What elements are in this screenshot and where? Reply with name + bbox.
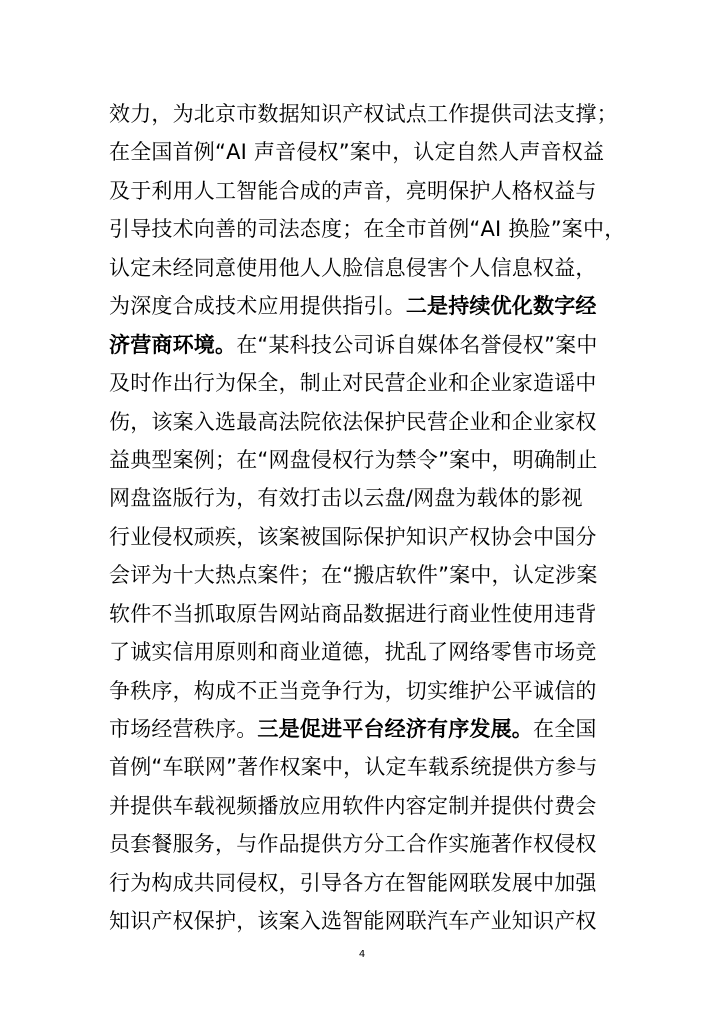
text-line bbox=[109, 287, 639, 325]
text-line bbox=[109, 95, 639, 133]
text-segment: 及时作出行为保全，制止对民营企业和企业家造谣中 bbox=[109, 371, 597, 396]
bold-heading-text: 二是持续优化数字经 bbox=[405, 294, 597, 319]
text-segment: 在全国首例“AI 声音侵权”案中，认定自然人声音权益 bbox=[109, 140, 605, 165]
text-line bbox=[109, 672, 639, 710]
text-line bbox=[109, 210, 639, 248]
text-line bbox=[109, 518, 639, 556]
text-segment: 在“某科技公司诉自媒体名誉侵权”案中 bbox=[236, 332, 598, 357]
text-segment: 网盘盗版行为，有效打击以云盘/网盘为载体的影视 bbox=[109, 486, 583, 511]
text-line bbox=[109, 249, 639, 287]
text-segment: 益典型案例；在“网盘侵权行为禁令”案中，明确制止 bbox=[109, 447, 598, 472]
text-line bbox=[109, 364, 639, 402]
text-segment: 市场经营秩序。 bbox=[109, 717, 258, 741]
text-line bbox=[109, 441, 639, 479]
text-segment: 首例“车联网”著作权案中，认定车载系统提供方参与 bbox=[109, 755, 598, 780]
text-line bbox=[109, 864, 639, 902]
body-text bbox=[109, 95, 639, 941]
text-line bbox=[109, 556, 639, 594]
text-line bbox=[109, 902, 639, 940]
text-line bbox=[109, 633, 639, 671]
text-segment: 及于利用人工智能合成的声音，亮明保护人格权益与 bbox=[109, 178, 597, 203]
text-segment: 员套餐服务，与作品提供方分工合作实施著作权侵权 bbox=[109, 832, 597, 857]
text-line bbox=[109, 787, 639, 825]
text-segment: 知识产权保护，该案入选智能网联汽车产业知识产权 bbox=[109, 909, 597, 934]
text-segment: 软件不当抓取原告网站商品数据进行商业性使用违背 bbox=[109, 601, 597, 626]
bold-heading-text: 济营商环境。 bbox=[109, 332, 237, 357]
text-segment: 效力，为北京市数据知识产权试点工作提供司法支撑； bbox=[109, 102, 618, 126]
text-line bbox=[109, 710, 639, 748]
text-segment: 在全国 bbox=[533, 717, 597, 741]
text-line bbox=[109, 403, 639, 441]
text-line bbox=[109, 825, 639, 863]
text-segment: 争秩序，构成不正当竞争行为，切实维护公平诚信的 bbox=[109, 678, 597, 703]
text-line bbox=[109, 479, 639, 517]
text-segment: 引导技术向善的司法态度；在全市首例“AI 换脸”案中， bbox=[109, 217, 626, 242]
text-segment: 行业侵权顽疾，该案被国际保护知识产权协会中国分 bbox=[109, 524, 597, 549]
text-segment: 了诚实信用原则和商业道德，扰乱了网络零售市场竞 bbox=[109, 640, 597, 665]
text-segment: 为深度合成技术应用提供指引。 bbox=[109, 294, 406, 319]
text-segment: 行为构成共同侵权，引导各方在智能网联发展中加强 bbox=[109, 870, 597, 895]
text-line bbox=[109, 133, 639, 171]
text-segment: 伤，该案入选最高法院依法保护民营企业和企业家权 bbox=[109, 409, 597, 434]
page-number: 4 bbox=[358, 949, 366, 960]
text-segment: 认定未经同意使用他人人脸信息侵害个人信息权益， bbox=[109, 255, 597, 280]
text-line bbox=[109, 172, 639, 210]
text-line bbox=[109, 326, 639, 364]
text-segment: 会评为十大热点案件；在“搬店软件”案中，认定涉案 bbox=[109, 563, 598, 588]
text-segment: 并提供车载视频播放应用软件内容定制并提供付费会 bbox=[109, 793, 597, 818]
text-line bbox=[109, 748, 639, 786]
text-line bbox=[109, 595, 639, 633]
bold-heading-text: 三是促进平台经济有序发展。 bbox=[257, 717, 534, 741]
